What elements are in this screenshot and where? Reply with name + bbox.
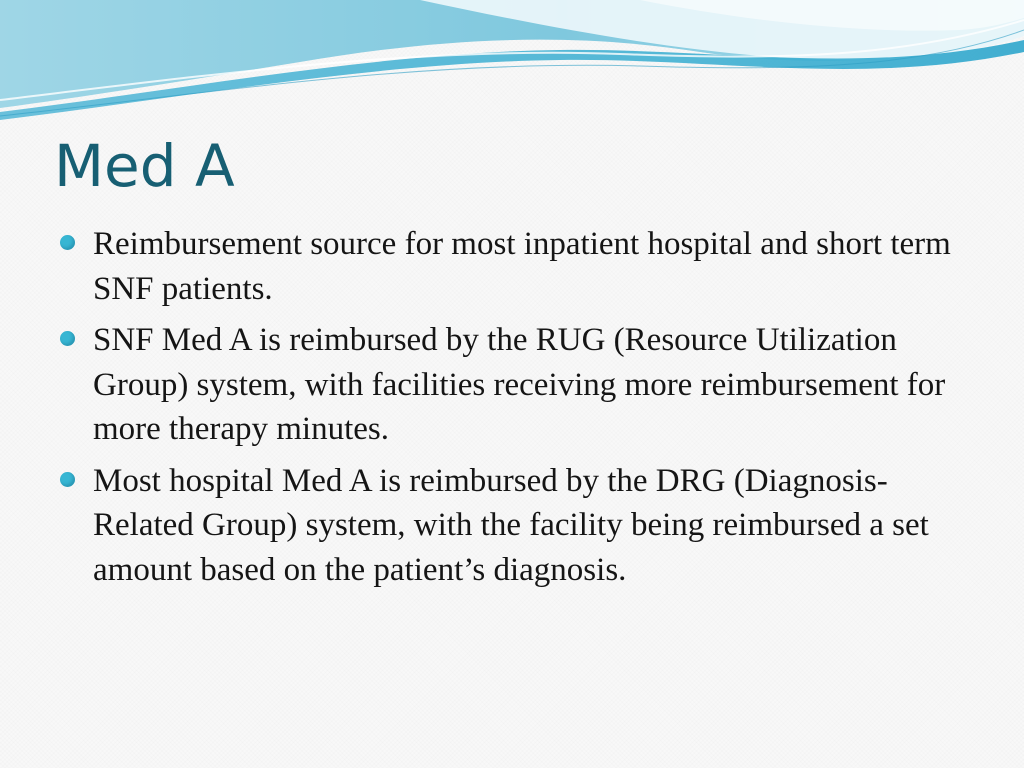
bullet-icon xyxy=(60,472,75,487)
bullet-icon xyxy=(60,235,75,250)
bullet-text: Reimbursement source for most inpatient hospital and short term SNF patients. xyxy=(93,226,951,307)
bullet-item xyxy=(60,222,980,311)
bullet-item xyxy=(60,459,980,593)
bullet-item xyxy=(60,318,980,452)
header-wave-decoration xyxy=(0,0,1024,120)
bullet-text: SNF Med A is reimbursed by the RUG (Resource Utilization Group) system, with facilities receiving more reimbursement for more therapy minutes. xyxy=(93,322,946,447)
bullet-list xyxy=(60,222,980,599)
bullet-text: Most hospital Med A is reimbursed by the DRG (Diagnosis-Related Group) system, with the facility being reimbursed a set amount based on the patient’s diagnosis. xyxy=(93,462,929,588)
slide-title: Med A xyxy=(54,132,235,200)
bullet-icon xyxy=(60,331,75,346)
